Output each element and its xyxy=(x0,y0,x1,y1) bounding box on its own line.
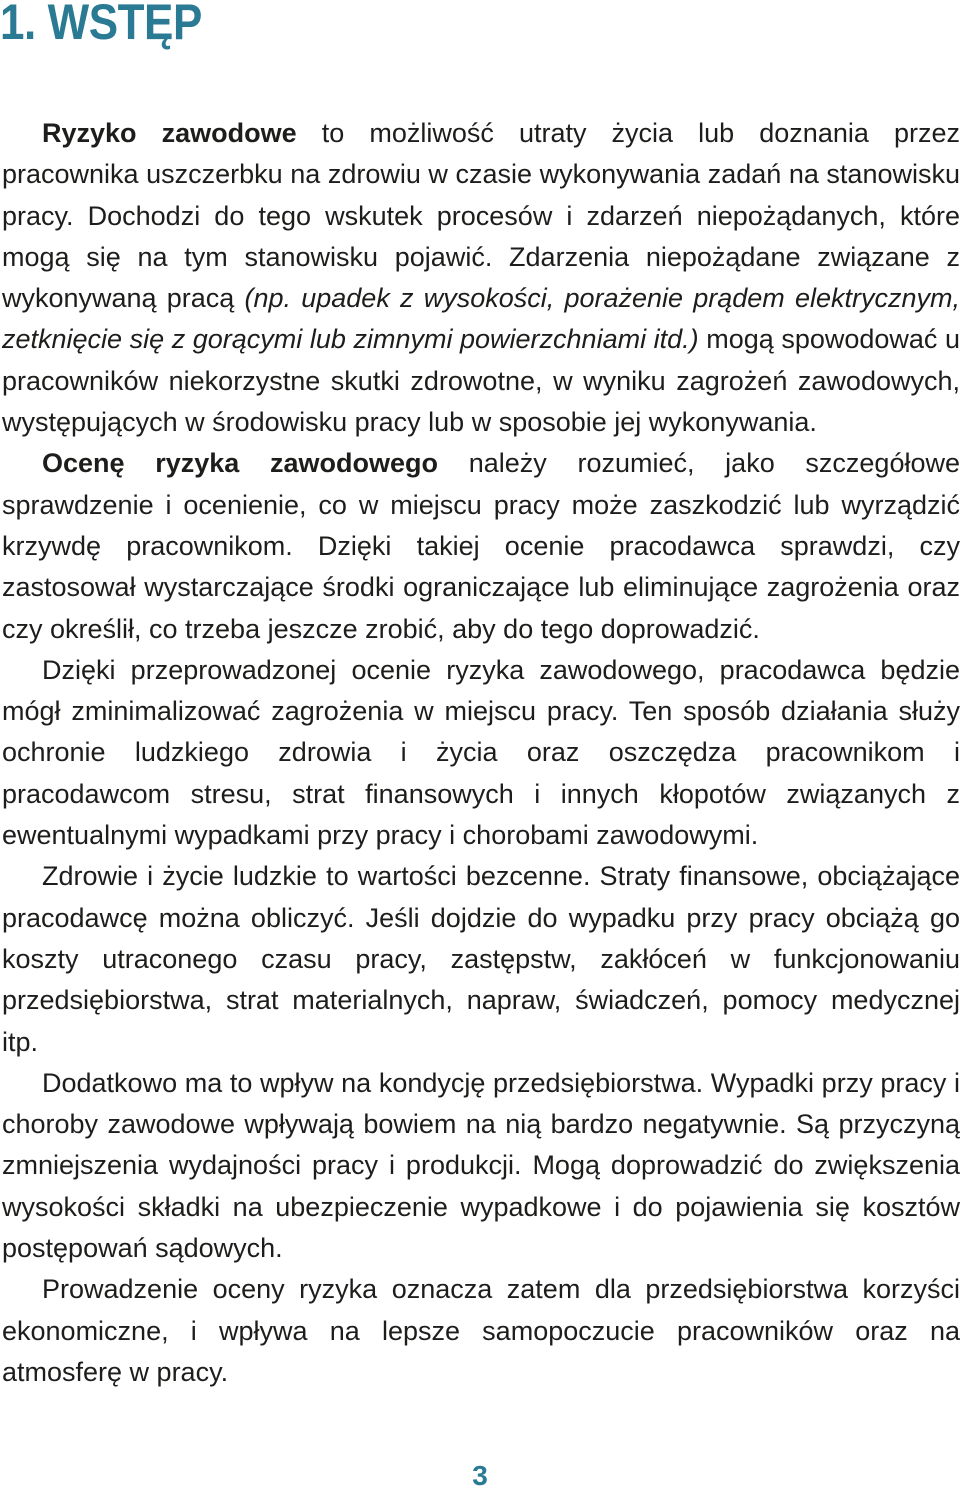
paragraph-costs: Zdrowie i życie ludzkie to wartości bezcenne. Straty finansowe, obciążające pracodawcę można obliczyć. Jeśli dojdzie do wypadku przy pracy obciążą go koszty utraconego czasu pracy, zastępstw, zakłóceń w funkcjonowaniu przedsiębiorstwa, strat materialnych, napraw, świadczeń, pomocy medycznej itp. xyxy=(2,861,960,1057)
chapter-body xyxy=(2,113,960,1393)
examples-text: (np. upadek z wysokości, porażenie prądem elektrycznym, zetknięcie się z gorącymi lub zimnymi powierzchniami itd.) xyxy=(2,283,960,355)
paragraph-company-condition: Dodatkowo ma to wpływ na kondycję przedsiębiorstwa. Wypadki przy pracy i choroby zawodowe wpływają bowiem na nią bardzo negatywnie. Są przyczyną zmniejszenia wydajności pracy i produkcji. Mogą doprowadzić do zwiększenia wysokości składki na ubezpieczenie wypadkowe i do pojawienia się kosztów postępowań sądowych. xyxy=(2,1067,960,1264)
paragraph-text: to możliwość utraty życia lub doznania przez pracownika uszczerbku na zdrowiu w czasie wykonywania zadań na stanowisku pracy. Dochodzi do tego wskutek procesów i zdarzeń niepożądanych, które mogą się na tym stanowisku pojawić. Zdarzenia niepożądane związane z wykonywaną pracą xyxy=(2,118,960,314)
paragraph-risk-assessment xyxy=(2,443,960,649)
paragraph-text: mogą spowodować u pracowników niekorzystne skutki zdrowotne, w wyniku zagrożeń zawodowych, występujących w środowisku pracy lub w sposobie jej wykonywania. xyxy=(2,324,960,438)
paragraph-risk-definition xyxy=(2,113,960,443)
chapter-heading: 1. WSTĘP xyxy=(0,0,202,50)
term-risk-assessment: Ocenę ryzyka zawodowego xyxy=(42,448,439,479)
paragraph-text: należy rozumieć, jako szczegółowe sprawdzenie i ocenienie, co w miejscu pracy może zaszkodzić lub wyrządzić krzywdę pracownikom. Dzięki takiej ocenie pracodawca sprawdzi, czy zastosował wystarczające środki ograniczające lub eliminujące zagrożenia oraz czy określił, co trzeba jeszcze zrobić, aby do tego doprowadzić. xyxy=(2,448,960,644)
term-occupational-risk: Ryzyko zawodowe xyxy=(42,118,297,148)
paragraph-benefits: Dzięki przeprowadzonej ocenie ryzyka zawodowego, pracodawca będzie mógł zminimalizować zagrożenia w miejscu pracy. Ten sposób działania służy ochronie ludzkiego zdrowia i życia oraz oszczędza pracownikom i pracodawcom stresu, strat finansowych i innych kłopotów związanych z ewentualnymi wypadkami przy pracy i chorobami zawodowymi. xyxy=(2,654,960,851)
paragraph-conclusion: Prowadzenie oceny ryzyka oznacza zatem dla przedsiębiorstwa korzyści ekonomiczne, i wpływa na lepsze samopoczucie pracowników oraz na atmosferę w pracy. xyxy=(2,1274,960,1387)
page-number: 3 xyxy=(472,1460,488,1491)
